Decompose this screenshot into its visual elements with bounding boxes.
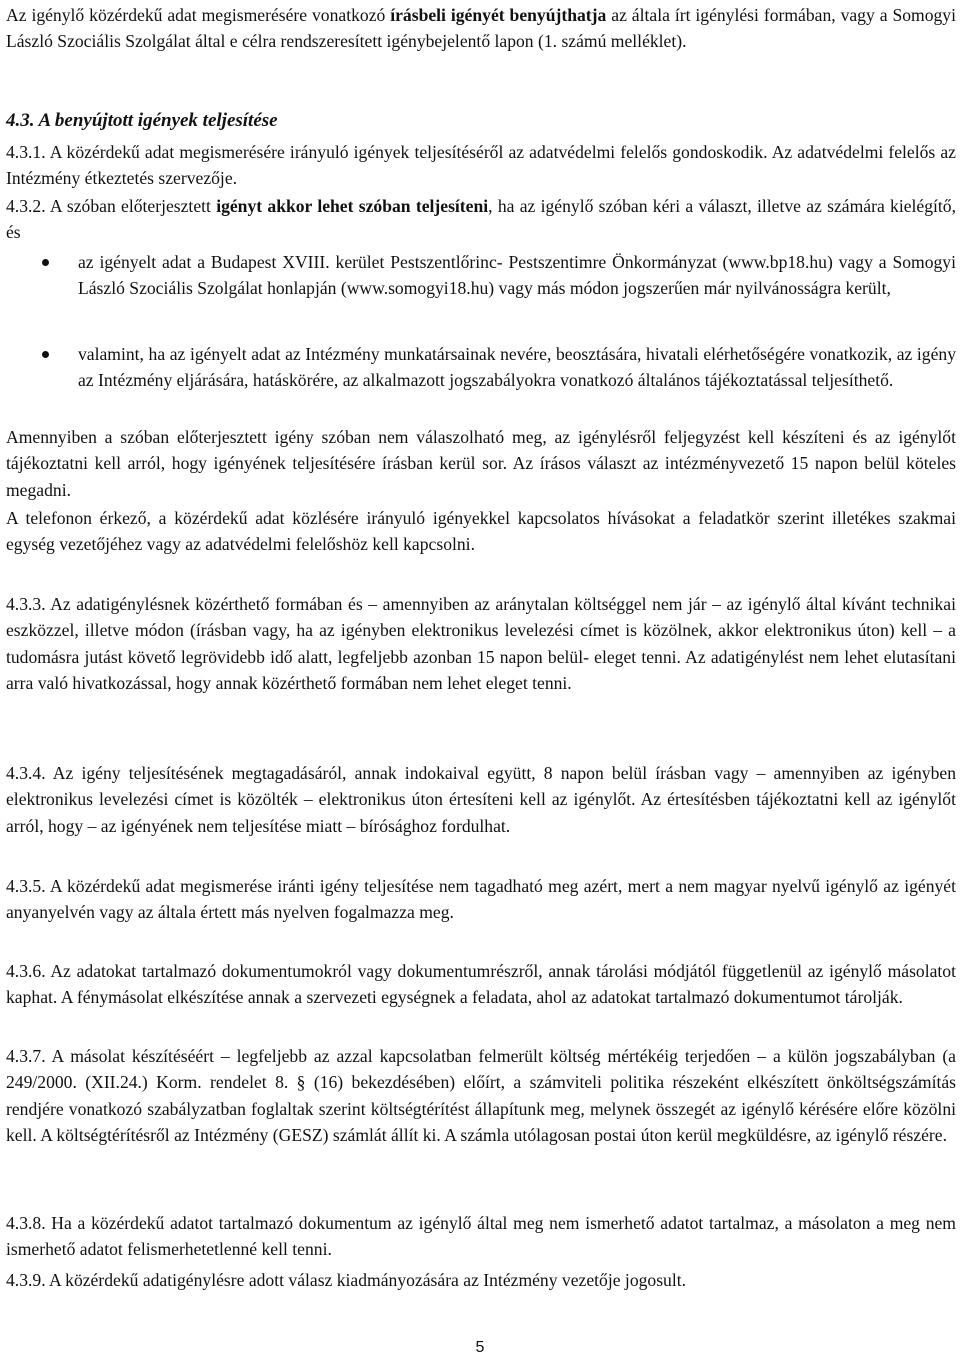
intro-text-end: az általa írt igénylési formában, vagy a Somogyi László Szociális Szolgálat által e célra rendszeresített igénybejelentő lapon (1. számú melléklet). xyxy=(6,5,956,52)
paragraph-4-3-5: 4.3.5. A közérdekű adat megismerése iránti igény teljesítése nem tagadható meg azért, mert a nem magyar nyelvű igénylő az igényét anyanyelvén vagy az általa értett más nyelven fogalmazza meg. xyxy=(6,876,956,923)
paragraph-4-3-4: 4.3.4. Az igény teljesítésének megtagadásáról, annak indokaival együtt, 8 napon belül írásban vagy – amennyiben az igényben elektronikus levelezési címet is közölték – elektronikus úton értesíteni kell az igénylőt. Az értesítésben tájékoztatni kell az igénylőt arról, hogy – az igényének nem teljesítése miatt – bírósághoz fordulhat. xyxy=(6,763,956,836)
paragraph-amennyiben: Amennyiben a szóban előterjesztett igény szóban nem válaszolható meg, az igénylésről feljegyzést kell készíteni és az igénylőt tájékoztatni kell arról, hogy igényének teljesítésére írásban kerül sor. Az írásos választ az intézményvezető 15 napon belül köteles megadni. xyxy=(6,427,956,500)
p432-bold-text: igényt akkor lehet szóban teljesíteni xyxy=(216,196,489,216)
page-number: 5 xyxy=(475,1339,485,1356)
p432-text-start: 4.3.2. A szóban előterjesztett xyxy=(6,196,217,216)
paragraph-telefon: A telefonon érkező, a közérdekű adat közlésére irányuló igényekkel kapcsolatos hívásokat a feladatkör szerint illetékes szakmai egység vezetőjéhez vagy az adatvédelmi felelőshöz kell kapcsolni. xyxy=(6,508,956,555)
bullet-icon xyxy=(42,351,49,358)
paragraph-4-3-6: 4.3.6. Az adatokat tartalmazó dokumentumokról vagy dokumentumrészről, annak tárolási módjától függetlenül az igénylő másolatot kaphat. A fénymásolat elkészítése annak a szervezeti egységnek a feladata, ahol az adatokat tartalmazó dokumentumot tárolják. xyxy=(6,961,956,1008)
section-heading: 4.3. A benyújtott igények teljesítése xyxy=(6,110,278,131)
paragraph-4-3-8: 4.3.8. Ha a közérdekű adatot tartalmazó dokumentum az igénylő által meg nem ismerhető adatot tartalmaz, a másolaton a meg nem ismerhető adatot felismerhetetlenné kell tenni. xyxy=(6,1213,956,1260)
bullet-icon xyxy=(42,259,49,266)
paragraph-4-3-1: 4.3.1. A közérdekű adat megismerésére irányuló igények teljesítéséről az adatvédelmi felelős gondoskodik. Az adatvédelmi felelős az Intézmény étkeztetés szervezője. xyxy=(6,142,956,189)
bullet-item-2: valamint, ha az igényelt adat az Intézmény munkatársainak nevére, beosztására, hivatali elérhetőségére vonatkozik, az igény az Intézmény eljárására, hatáskörére, az alkalmazott jogszabályokra vonatkozó általános tájékoztatással teljesíthető. xyxy=(78,344,956,391)
p432-text-end: , ha az igénylő szóban kéri a választ, illetve az számára kielégítő, és xyxy=(6,196,957,243)
intro-paragraph xyxy=(6,2,956,55)
paragraph-4-3-3: 4.3.3. Az adatigénylésnek közérthető formában és – amennyiben az aránytalan költséggel nem jár – az igénylő által kívánt technikai eszközzel, illetve módon (írásban vagy, ha az igényben elektronikus levelezési címet is közölnek, akkor elektronikus úton) kell – a tudomásra jutást követő legrövidebb idő alatt, legfeljebb azonban 15 napon belül- eleget tenni. Az adatigénylést nem lehet elutasítani arra való hivatkozással, hogy annak közérthető formában nem lehet eleget tenni. xyxy=(6,594,956,694)
intro-text-start: Az igénylő közérdekű adat megismerésére vonatkozó xyxy=(6,5,391,25)
bullet-item-1: az igényelt adat a Budapest XVIII. kerület Pestszentlőrinc- Pestszentimre Önkormányzat (www.bp18.hu) vagy a Somogyi László Szociális Szolgálat honlapján (www.somogyi18.hu) vagy más módon jogszerűen már nyilvánosságra került, xyxy=(78,252,956,299)
paragraph-4-3-9: 4.3.9. A közérdekű adatigénylésre adott válasz kiadmányozására az Intézmény vezetője jogosult. xyxy=(6,1270,687,1290)
paragraph-4-3-2 xyxy=(6,193,956,246)
intro-bold-text: írásbeli igényét benyújthatja xyxy=(390,5,607,25)
paragraph-4-3-7: 4.3.7. A másolat készítéséért – legfeljebb az azzal kapcsolatban felmerült költség mértékéig terjedően – a külön jogszabályban (a 249/2000. (XII.24.) Korm. rendelet 8. § (16) bekezdésében) előírt, a számviteli politika részeként elkészített önköltségszámítás rendjére vonatkozó szabályzatban foglaltak szerint költségtérítést állapítunk meg, melynek összegét az igénylő kérésére előre közölni kell. A költségtérítésről az Intézmény (GESZ) számlát állít ki. A számla utólagosan postai úton kerül megküldésre, az igénylő részére. xyxy=(6,1046,956,1146)
